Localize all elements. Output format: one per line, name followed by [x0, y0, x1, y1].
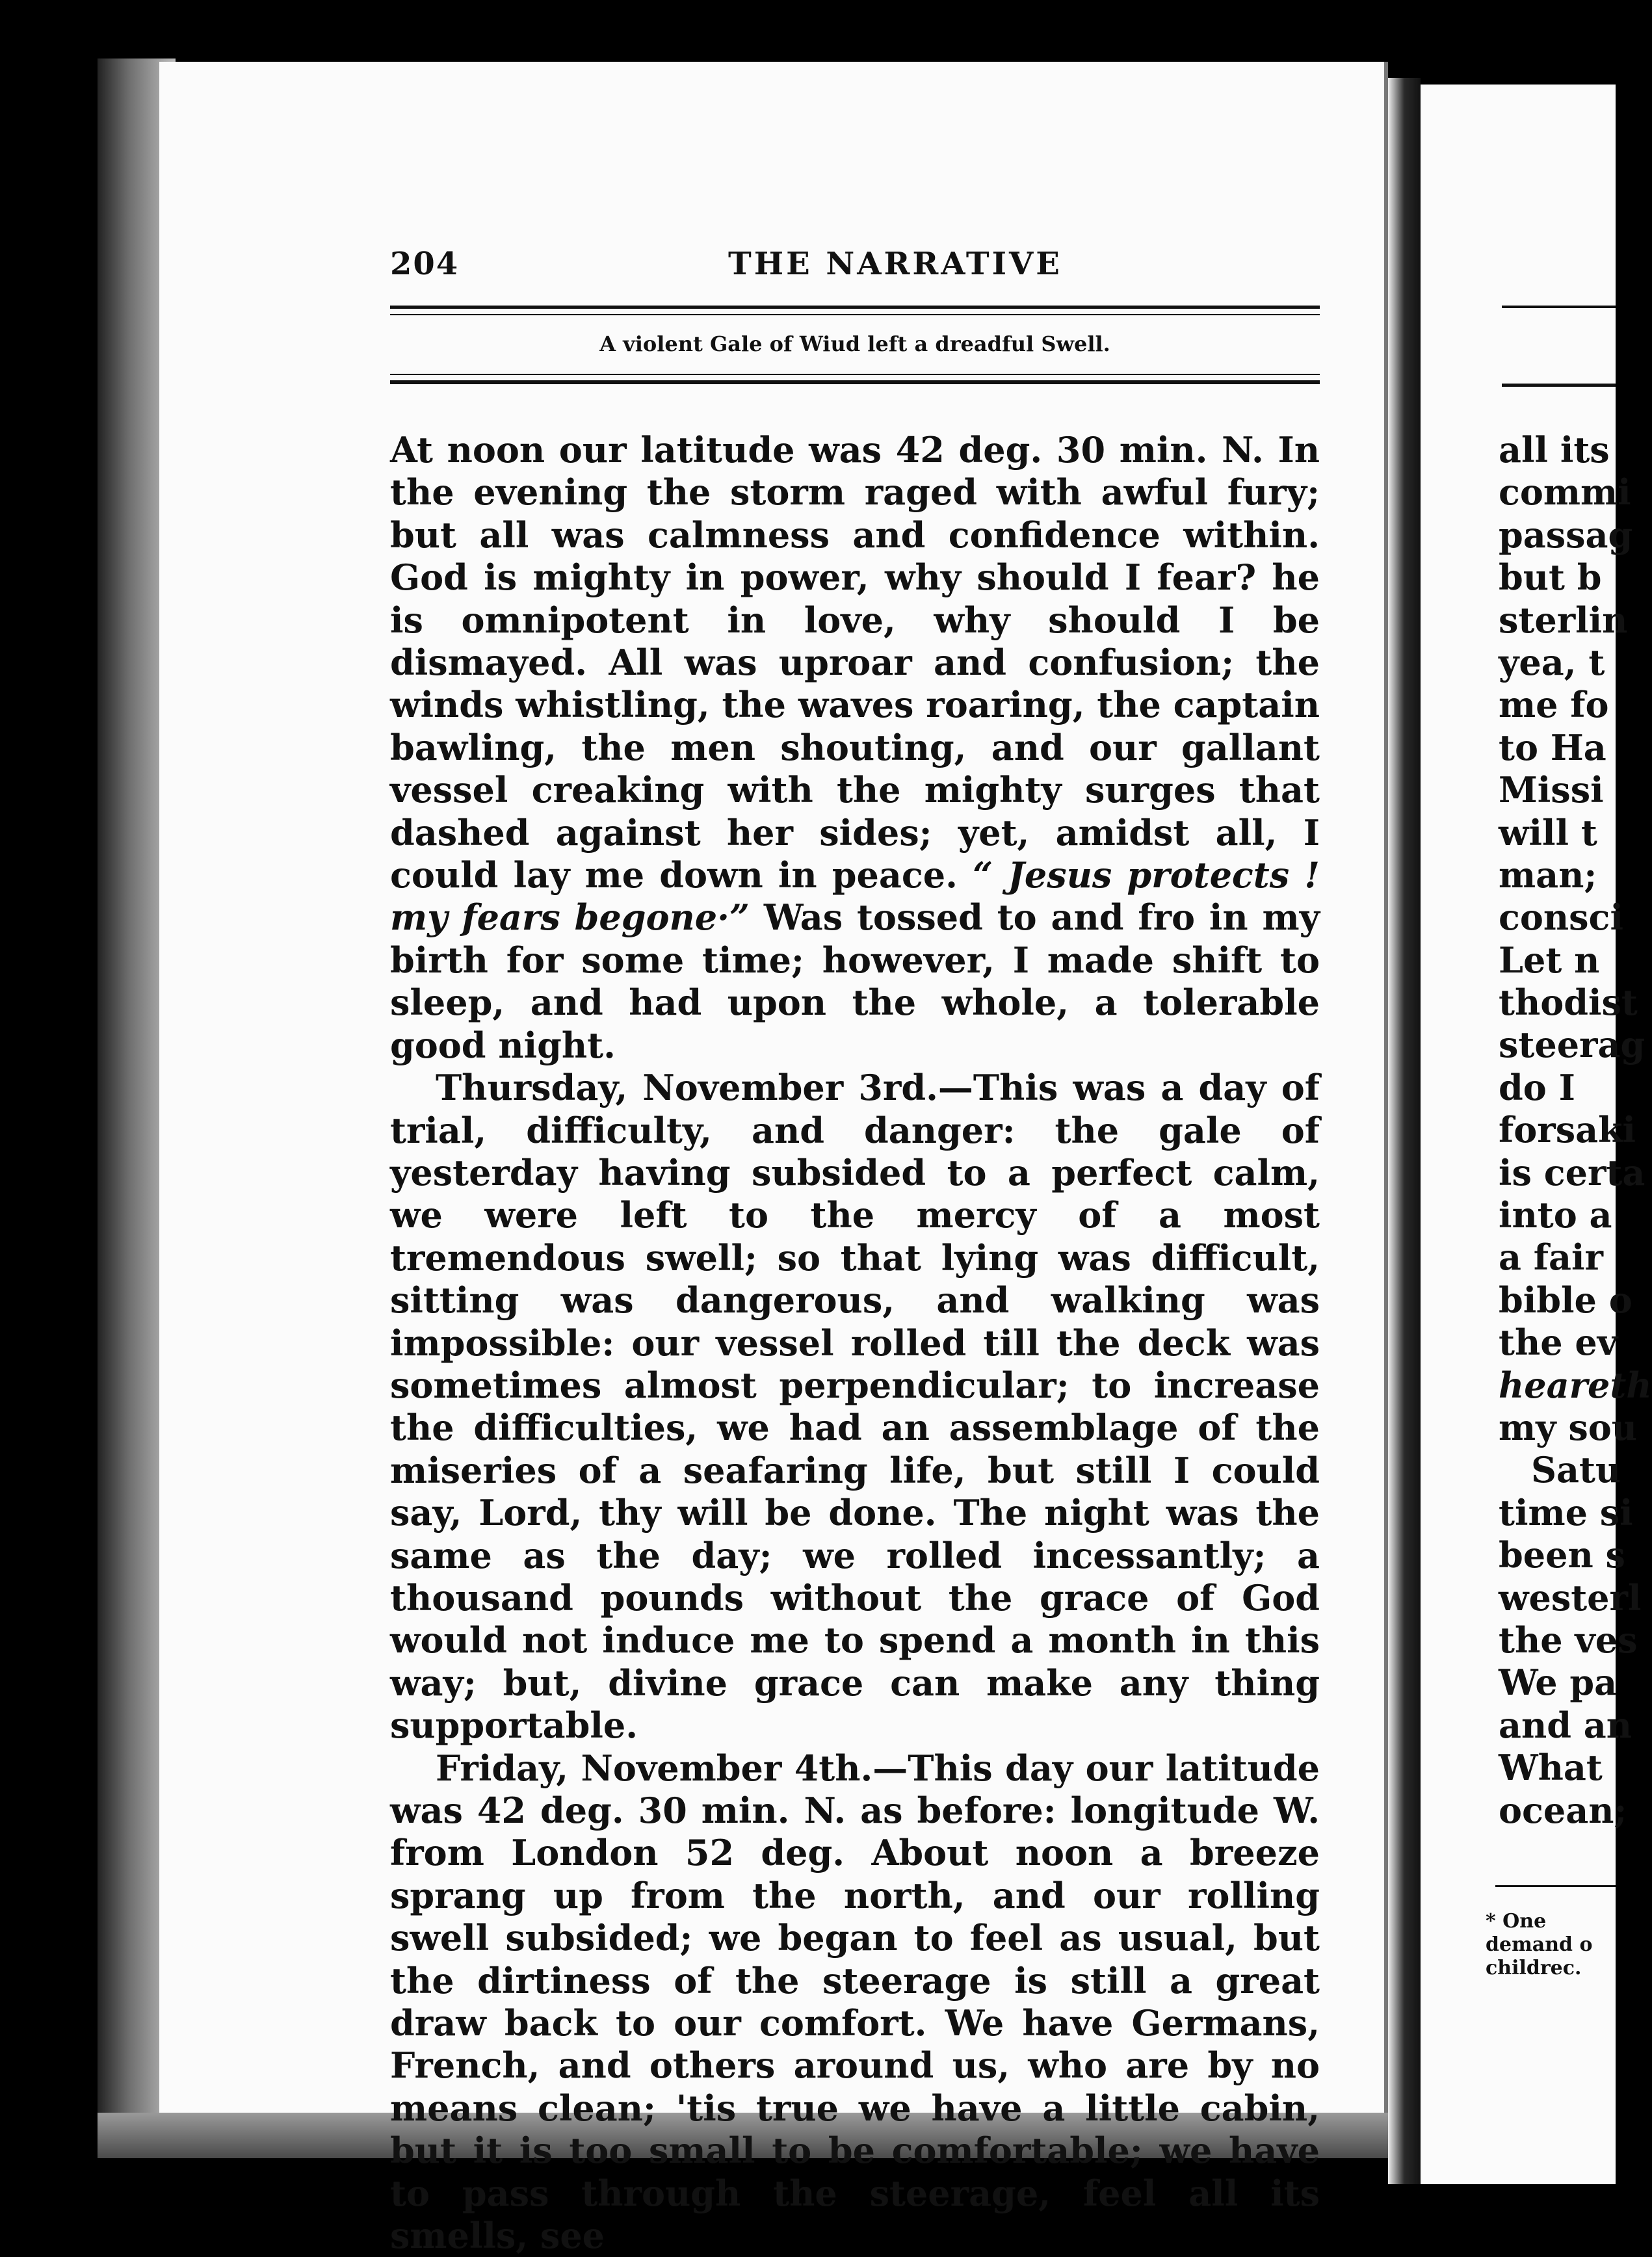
facing-line: but b [1499, 556, 1602, 599]
facing-line: ocean; [1499, 1789, 1627, 1831]
footnote-line: * One [1486, 1910, 1547, 1933]
footnote-line: demand o [1486, 1933, 1593, 1956]
header-rule-thin [390, 314, 1320, 315]
facing-line: yea, t [1499, 641, 1605, 683]
facing-page-text [1499, 429, 1652, 1832]
facing-line: passag [1499, 514, 1633, 556]
italic-quote: “ Jesus protects ! my fears begone·” [390, 854, 1320, 939]
facing-line: a fair [1499, 1236, 1603, 1279]
facing-line: and an [1499, 1704, 1632, 1746]
facing-line: We pa [1499, 1662, 1618, 1704]
facing-line: to Ha [1499, 726, 1606, 768]
facing-line: been s [1499, 1534, 1625, 1576]
facing-line: will t [1499, 811, 1597, 854]
section-caption: A violent Gale of Wiud left a dreadful Swell. [599, 332, 1110, 356]
facing-line: Missi [1499, 769, 1604, 811]
footnote-line: childrec. [1486, 1957, 1582, 1979]
paragraph: Thursday, November 3rd.—This was a day of trial, difficulty, and danger: the gale of yesterday having subsided to a perfect calm, we were left to the mercy of a most tremendous swell; so that lying was difficult, sitting was dangerous, and walking was impossible: our vessel rolled till the deck was sometimes almost perpendicular; to increase the difficulties, we had an assemblage of the miseries of a seafaring life, but still I could say, Lord, thy will be done. The night was the same as the day; we rolled incessantly; a thousand pounds without the grace of God would not induce me to spend a month in this way; but, divine grace can make any thing supportable. [390, 1067, 1320, 1747]
facing-line: into a [1499, 1194, 1612, 1236]
facing-line: bible o [1499, 1279, 1632, 1321]
facing-line: steerag [1499, 1024, 1645, 1066]
facing-footnote-rule [1495, 1885, 1616, 1887]
running-head [390, 246, 1320, 291]
facing-page-footnote [1486, 1910, 1616, 1980]
facing-line: sterlin [1499, 599, 1628, 641]
facing-line: me fo [1499, 684, 1609, 726]
facing-line: thodist [1499, 982, 1638, 1024]
facing-line: man; [1499, 854, 1597, 896]
facing-caption-rule [1502, 384, 1616, 387]
body-text [390, 429, 1320, 2257]
caption-rule-thin [390, 374, 1320, 375]
facing-line: commi [1499, 471, 1631, 514]
facing-line: consci [1499, 896, 1623, 939]
facing-line: What [1499, 1747, 1603, 1789]
paragraph: Friday, November 4th.—This day our latitude was 42 deg. 30 min. N. as before: longitude W. from London 52 deg. About noon a breeze sprang up from the north, and our rolling swell subsided; we began to feel as usual, but the dirtiness of the steerage is still a great draw back to our comfort. We have Germans, French, and others around us, who are by no means clean; 'tis true we have a little cabin, but it is too small to be comfortable; we have to pass through the steerage, feel all its smells, see [390, 1747, 1320, 2257]
page-number: 204 [390, 246, 460, 282]
facing-line: the ves [1499, 1619, 1638, 1661]
header-rule-thick [390, 306, 1320, 309]
facing-line: all its [1499, 429, 1610, 471]
paragraph: At noon our latitude was 42 deg. 30 min. N. In the evening the storm raged with awful fury; but all was calmness and confidence within. God is mighty in power, why should I fear? he is omnipotent in love, why should I be dismayed. All was uproar and confusion; the winds whistling, the waves roaring, the captain bawling, the men shouting, and our gallant vessel creaking with the mighty surges that dashed against her sides; yet, amidst all, I could lay me down in peace. “ Jesus protects ! my fears begone·” Was tossed to and fro in my birth for some time; however, I made shift to sleep, and had upon the whole, a tolerable good night. [390, 429, 1320, 1066]
facing-line: heareth [1499, 1364, 1652, 1406]
facing-line: forsaki [1499, 1109, 1636, 1151]
facing-line: is certa [1499, 1151, 1645, 1194]
book-gutter [1388, 78, 1421, 2184]
page-title: THE NARRATIVE [728, 246, 1062, 282]
facing-line: Satu [1531, 1449, 1621, 1491]
caption-rule-thick [390, 380, 1320, 384]
facing-line: the ev [1499, 1322, 1618, 1364]
facing-line: do I [1499, 1066, 1575, 1108]
facing-line: Let n [1499, 939, 1600, 981]
facing-line: westerl [1499, 1576, 1642, 1619]
facing-header-rule [1502, 306, 1616, 308]
facing-line: my sou [1499, 1406, 1637, 1448]
facing-line: time si [1499, 1491, 1633, 1533]
